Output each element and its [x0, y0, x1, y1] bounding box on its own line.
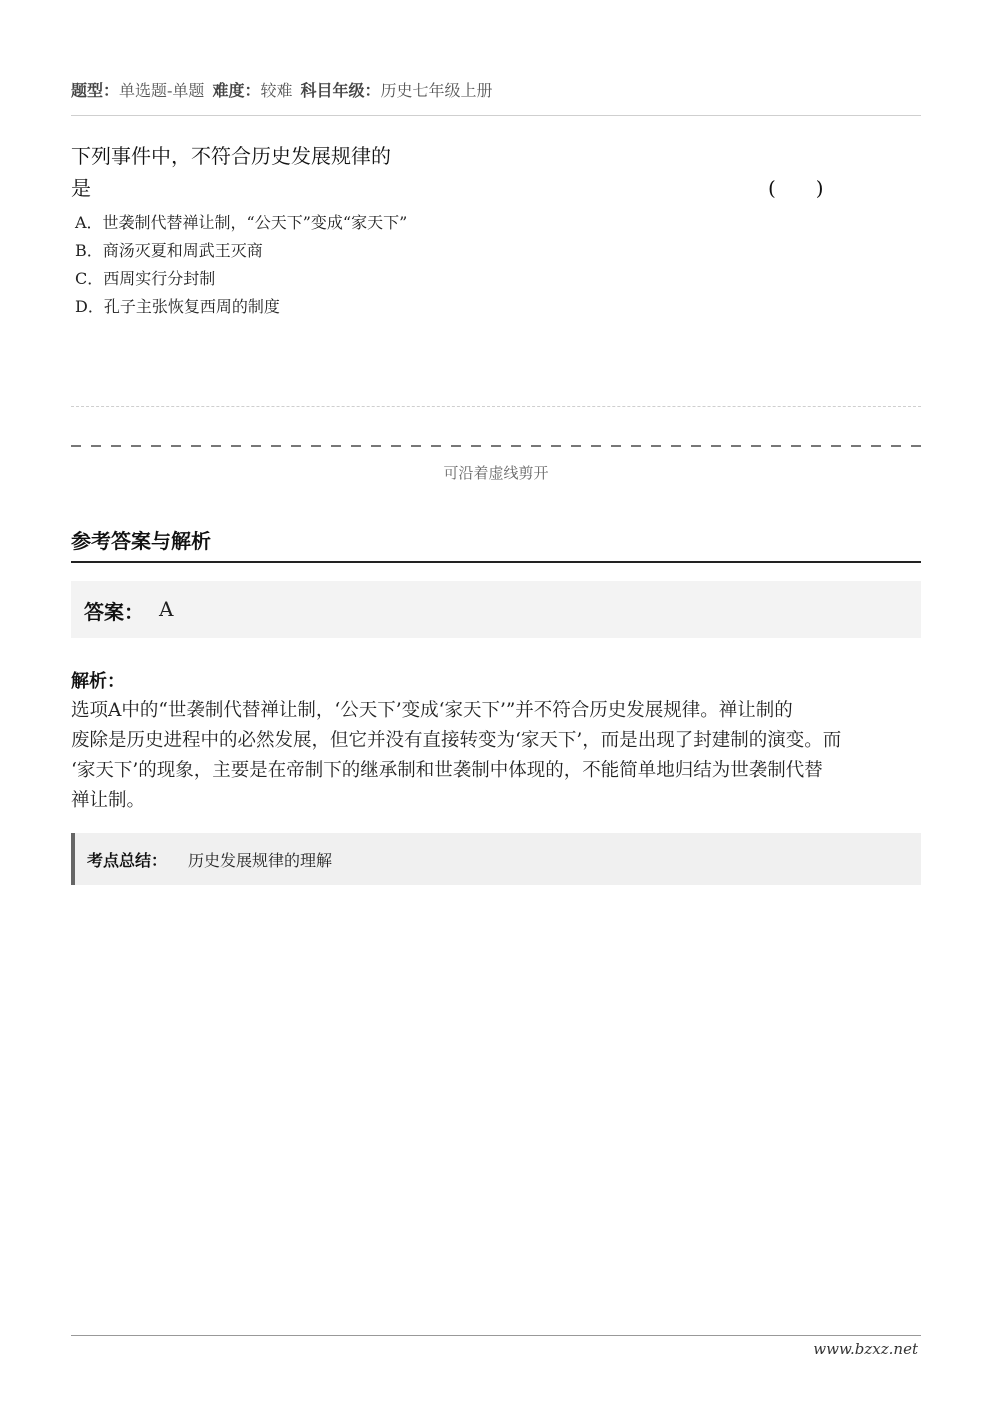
key-point-label: 考点总结：	[87, 851, 168, 870]
key-point-box	[71, 833, 921, 885]
type-value: 单选题-单题	[119, 81, 205, 100]
answer-value: A	[159, 597, 174, 621]
answer-title-rule	[71, 561, 921, 563]
option-c: C．西周实行分封制	[75, 269, 216, 288]
cut-hint: 可沿着虚线剪开	[443, 464, 549, 482]
answer-label: 答案：	[84, 600, 144, 624]
subject-label: 科目年级：	[300, 81, 381, 100]
analysis-line: 禅让制。	[71, 790, 146, 811]
footer-rule	[71, 1335, 921, 1336]
answer-section-title: 参考答案与解析	[71, 529, 211, 553]
question-meta	[71, 78, 493, 101]
analysis-text	[71, 696, 923, 816]
cut-line	[71, 445, 921, 447]
type-label: 题型：	[71, 81, 120, 100]
key-point-value: 历史发展规律的理解	[188, 851, 333, 870]
footer-site: www.bzxz.net	[813, 1340, 918, 1358]
difficulty-value: 较难	[260, 81, 293, 100]
option-b: B．商汤灭夏和周武王灭商	[75, 241, 263, 260]
stem-line-1: 下列事件中，不符合历史发展规律的	[71, 144, 391, 168]
analysis-line: 废除是历史进程中的必然发展，但它并没有直接转变为‘家天下’，而是出现了封建制的演变。而	[71, 730, 842, 751]
option-a: A．世袭制代替禅让制，“公天下”变成“家天下”	[75, 213, 408, 232]
subject-value: 历史七年级上册	[380, 81, 493, 100]
answer-box	[71, 581, 921, 638]
option-d: D．孔子主张恢复西周的制度	[75, 297, 280, 316]
question-stem	[71, 140, 391, 204]
analysis-label: 解析：	[71, 671, 125, 692]
analysis-line: ‘家天下’的现象，主要是在帝制下的继承制和世袭制中体现的，不能简单地归结为世袭制代替	[71, 760, 823, 781]
difficulty-label: 难度：	[212, 81, 261, 100]
light-dashed-divider	[71, 406, 921, 407]
meta-divider	[71, 115, 921, 116]
analysis-line: 选项A中的“世袭制代替禅让制，‘公天下’变成‘家天下’”并不符合历史发展规律。禅让制的	[71, 700, 793, 721]
stem-line-2: 是	[71, 176, 91, 200]
answer-bracket: ( )	[768, 176, 824, 200]
